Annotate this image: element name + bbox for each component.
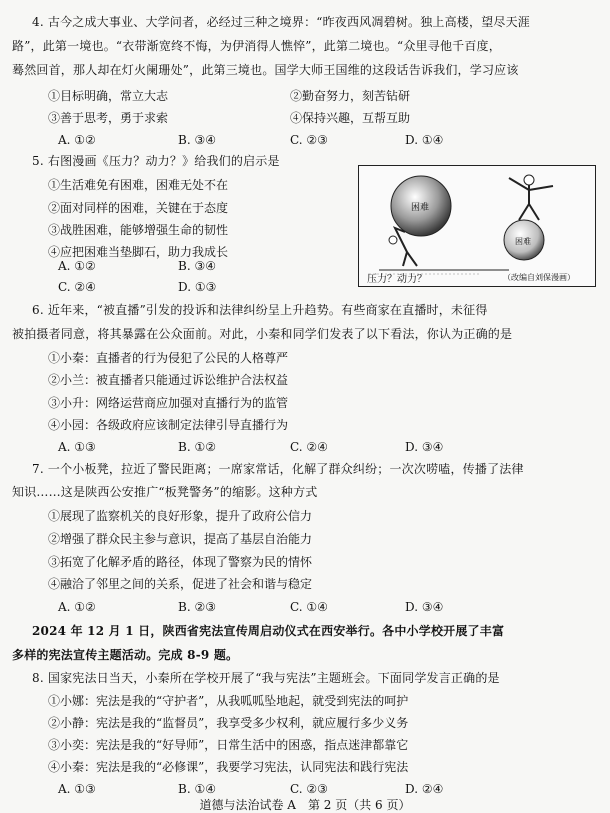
- small-ball-label: 困难: [515, 237, 531, 246]
- q8-item-3: ③小奕：宪法是我的“好导师”，日常生活中的困惑，指点迷津都靠它: [48, 738, 409, 752]
- q4-choice-b: B. ③④: [178, 133, 216, 147]
- q6-choice-a: A. ①③: [58, 440, 96, 454]
- q5-choice-a: A. ①②: [58, 259, 96, 273]
- section-intro-line-2: 多样的宪法宣传主题活动。完成 8-9 题。: [12, 648, 239, 662]
- q5-item-1: ①生活难免有困难，困难无处不在: [48, 178, 229, 192]
- q7-item-1: ①展现了监察机关的良好形象，提升了政府公信力: [48, 509, 313, 523]
- q4-stem-line-3: 蓦然回首，那人却在灯火阑珊处”，此第三境也。国学大师王国维的这段话告诉我们，学习应该: [12, 63, 519, 77]
- q4-item-3: ③善于思考，勇于求索: [48, 111, 169, 125]
- q6-stem-line-2: 被拍摄者同意，将其暴露在公众面前。对此，小秦和同学们发表了以下看法，你认为正确的是: [12, 327, 513, 341]
- q7-choice-a: A. ①②: [58, 600, 96, 614]
- q6-item-2: ②小兰：被直播者只能通过诉讼维护合法权益: [48, 373, 289, 387]
- q4-item-2: ②勤奋努力，刻苦钻研: [290, 89, 411, 103]
- big-ball-label: 困难: [411, 203, 430, 213]
- q6-stem-line-1: 6. 近年来，“被直播”引发的投诉和法律纠纷呈上升趋势。有些商家在直播时，未征得: [32, 303, 488, 317]
- q4-choice-d: D. ①④: [405, 133, 444, 147]
- q6-choice-b: B. ①②: [178, 440, 216, 454]
- q7-item-2: ②增强了群众民主参与意识，提高了基层自治能力: [48, 532, 313, 546]
- q4-choice-a: A. ①②: [58, 133, 96, 147]
- q8-choice-c: C. ②③: [290, 782, 328, 796]
- cartoon-figure: [358, 165, 596, 287]
- q8-item-2: ②小静：宪法是我的“监督员”，我享受多少权利，就应履行多少义务: [48, 716, 409, 730]
- q6-choice-d: D. ③④: [405, 440, 444, 454]
- q6-choice-c: C. ②④: [290, 440, 328, 454]
- q6-item-4: ④小园：各级政府应该制定法律引导直播行为: [48, 418, 289, 432]
- q6-item-3: ③小升：网络运营商应加强对直播行为的监管: [48, 396, 289, 410]
- q4-stem-line-1: 4. 古今之成大事业、大学问者，必经过三种之境界：“昨夜西风凋碧树。独上高楼，望尽天涯: [32, 15, 531, 29]
- q8-choice-a: A. ①③: [58, 782, 96, 796]
- q5-choice-b: B. ③④: [178, 259, 216, 273]
- q7-choice-b: B. ②③: [178, 600, 216, 614]
- q7-choice-d: D. ③④: [405, 600, 444, 614]
- q5-item-4: ④应把困难当垫脚石，助力我成长: [48, 245, 229, 259]
- q5-item-2: ②面对同样的困难，关键在于态度: [48, 201, 229, 215]
- q8-choice-b: B. ①④: [178, 782, 216, 796]
- q7-choice-c: C. ①④: [290, 600, 328, 614]
- q4-item-1: ①目标明确，常立大志: [48, 89, 169, 103]
- q4-stem-line-2: 路”，此第一境也。“衣带渐宽终不悔，为伊消得人憔悴”，此第二境也。“众里寻他千百度，: [12, 39, 501, 53]
- section-intro-line-1: 2024 年 12 月 1 日，陕西省宪法宣传周启动仪式在西安举行。各中小学校开展了丰富: [32, 624, 505, 638]
- q6-item-1: ①小秦：直播者的行为侵犯了公民的人格尊严: [48, 351, 289, 365]
- cartoon-source: （改编自刘保漫画）: [503, 273, 575, 282]
- page-footer: 道德与法治试卷 A 第 2 页（共 6 页）: [199, 798, 411, 812]
- q5-stem: 5. 右图漫画《压力？动力？》给我们的启示是: [32, 154, 280, 168]
- cartoon-illustration: [359, 166, 595, 286]
- q5-choice-c: C. ②④: [58, 280, 96, 294]
- q4-choice-c: C. ②③: [290, 133, 328, 147]
- q7-stem-line-1: 7. 一个小板凳，拉近了警民距离；一席家常话，化解了群众纠纷；一次次唠嗑，传播了法律: [32, 462, 524, 476]
- cartoon-caption: 压力？动力？: [367, 274, 427, 285]
- q7-item-4: ④融洽了邻里之间的关系，促进了社会和谐与稳定: [48, 577, 313, 591]
- q5-choice-d: D. ①③: [178, 280, 217, 294]
- q5-item-3: ③战胜困难，能够增强生命的韧性: [48, 223, 229, 237]
- q8-stem: 8. 国家宪法日当天，小秦所在学校开展了“我与宪法”主题班会。下面同学发言正确的是: [32, 671, 500, 685]
- q7-item-3: ③拓宽了化解矛盾的路径，体现了警察为民的情怀: [48, 555, 313, 569]
- q7-stem-line-2: 知识……这是陕西公安推广“板凳警务”的缩影。这种方式: [12, 485, 318, 499]
- q4-item-4: ④保持兴趣，互帮互助: [290, 111, 411, 125]
- q8-item-1: ①小娜：宪法是我的“守护者”，从我呱呱坠地起，就受到宪法的呵护: [48, 694, 409, 708]
- q8-item-4: ④小秦：宪法是我的“必修课”，我要学习宪法，认同宪法和践行宪法: [48, 760, 409, 774]
- q8-choice-d: D. ②④: [405, 782, 444, 796]
